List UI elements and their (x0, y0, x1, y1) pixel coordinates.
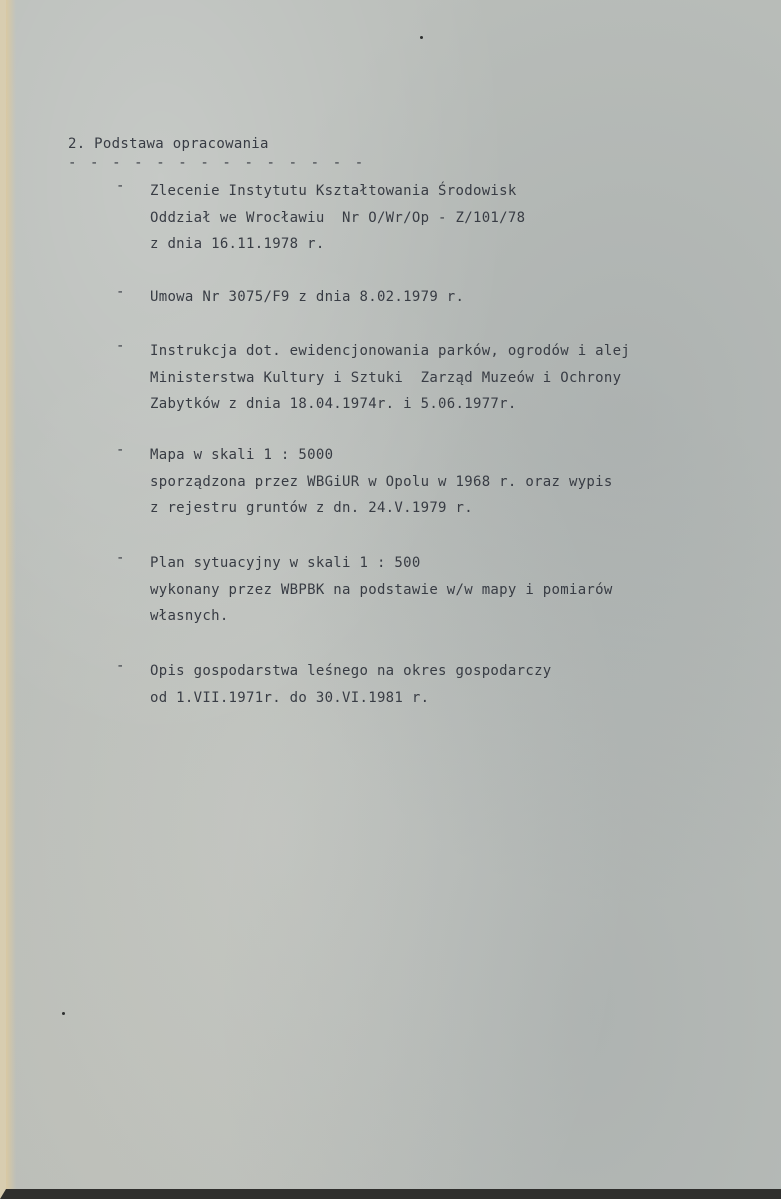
text-line: Opis gospodarstwa leśnego na okres gospodarczy (150, 663, 552, 679)
paper-speck (420, 36, 423, 39)
text-line: Instrukcja dot. ewidencjonowania parków, ogrodów i alej (150, 343, 631, 359)
section-heading-underline: - - - - - - - - - - - - - - (68, 155, 366, 171)
text-line: Mapa w skali 1 : 5000 (150, 447, 334, 463)
text-line: z dnia 16.11.1978 r. (150, 236, 325, 252)
text-line: Ministerstwa Kultury i Sztuki Zarząd Muzeów i Ochrony (150, 369, 622, 386)
list-item-text (150, 284, 770, 311)
text-line: Oddział we Wrocławiu Nr O/Wr/Op - Z/101/78 (150, 209, 526, 226)
list-bullet: - (116, 178, 125, 194)
list-item-text (150, 442, 770, 522)
list-bullet: - (116, 442, 125, 458)
text-line: Umowa Nr 3075/F9 z dnia 8.02.1979 r. (150, 289, 465, 305)
paper-edge (6, 0, 16, 1189)
text-line: wykonany przez WBPBK na podstawie w/w mapy i pomiarów (150, 581, 613, 598)
text-line: z rejestru gruntów z dn. 24.V.1979 r. (150, 500, 473, 516)
text-line: sporządzona przez WBGiUR w Opolu w 1968 r. oraz wypis (150, 473, 613, 490)
text-line: Zlecenie Instytutu Kształtowania Środowisk (150, 183, 517, 199)
list-bullet: - (116, 658, 125, 674)
list-item-text (150, 338, 770, 418)
text-line: Plan sytuacyjny w skali 1 : 500 (150, 555, 421, 571)
paper-speck (62, 1012, 65, 1015)
list-item-text (150, 178, 770, 258)
list-item-text (150, 658, 770, 711)
text-line: Zabytków z dnia 18.04.1974r. i 5.06.1977r. (150, 396, 517, 412)
list-item-text (150, 550, 770, 630)
list-bullet: - (116, 550, 125, 566)
list-bullet: - (116, 284, 125, 300)
text-line: własnych. (150, 608, 229, 624)
text-line: od 1.VII.1971r. do 30.VI.1981 r. (150, 689, 430, 706)
section-heading: 2. Podstawa opracowania (68, 136, 269, 152)
list-bullet: - (116, 338, 125, 354)
